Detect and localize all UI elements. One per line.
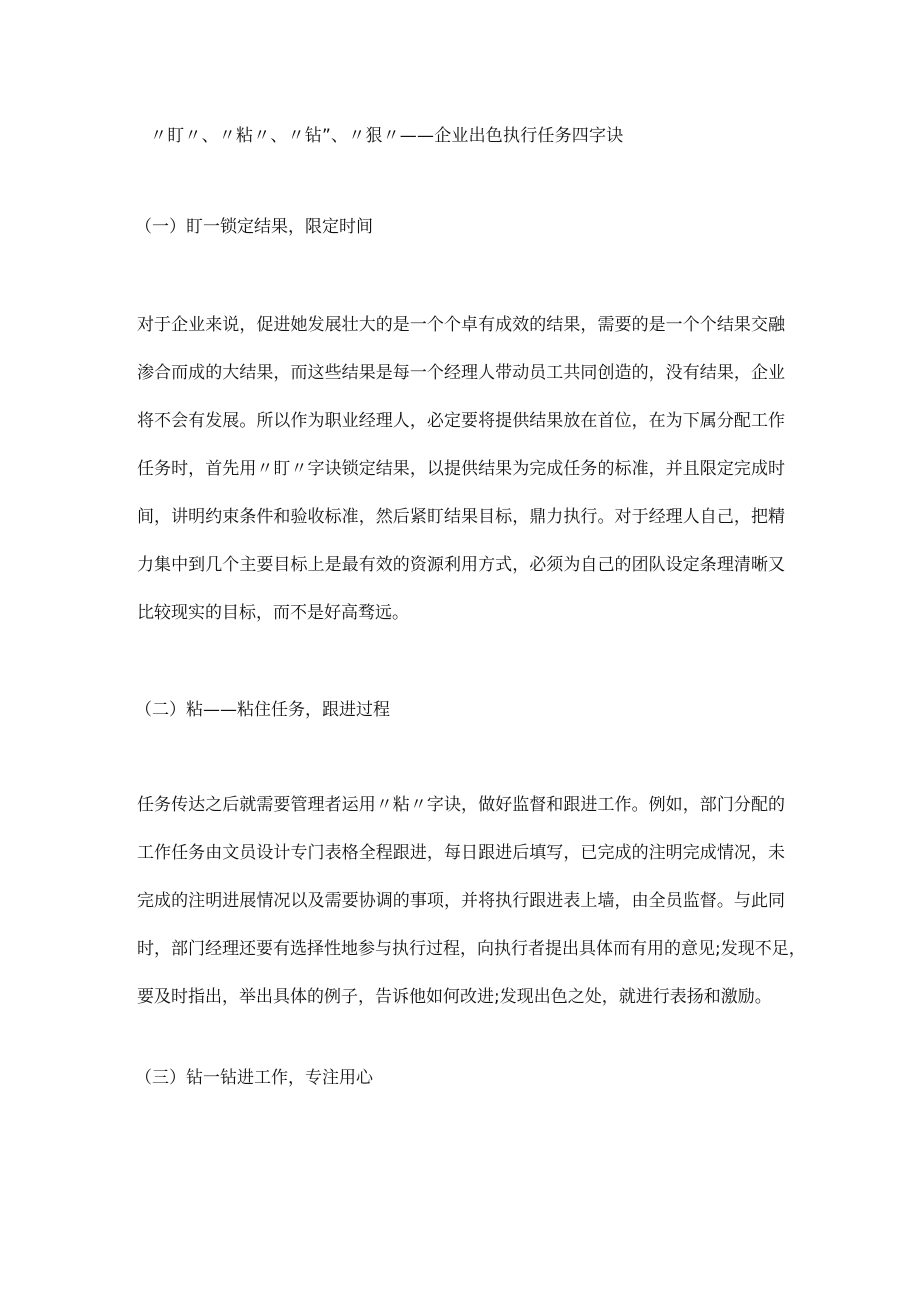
paragraph-line: 间，讲明约束条件和验收标准，然后紧盯结果目标，鼎力执行。对于经理人自己，把精 bbox=[137, 507, 785, 527]
section-heading-3: （三）钻一钻进工作，专注用心 bbox=[135, 1068, 373, 1088]
paragraph-line: 力集中到几个主要目标上是最有效的资源利用方式，必须为自己的团队设定条理清晰又 bbox=[137, 555, 785, 575]
paragraph-line: 任务传达之后就需要管理者运用〃粘〃字诀，做好监督和跟进工作。例如，部门分配的 bbox=[137, 795, 785, 815]
paragraph-line: 渗合而成的大结果，而这些结果是每一个经理人带动员工共同创造的，没有结果，企业 bbox=[137, 363, 785, 383]
section-heading-1: （一）盯一锁定结果，限定时间 bbox=[135, 217, 373, 237]
paragraph-line: 工作任务由文员设计专门表格全程跟进，每日跟进后填写，已完成的注明完成情况，未 bbox=[137, 843, 785, 863]
paragraph-line: 比较现实的目标，而不是好高骛远。 bbox=[137, 603, 409, 623]
document-title: 〃盯〃、〃粘〃、〃钻”、〃狠〃——企业出色执行任务四字诀 bbox=[150, 126, 624, 146]
paragraph-line: 将不会有发展。所以作为职业经理人，必定要将提供结果放在首位，在为下属分配工作 bbox=[137, 411, 785, 431]
section-1-paragraph bbox=[137, 313, 785, 649]
section-heading-2: （二）粘——粘住任务，跟进过程 bbox=[135, 700, 390, 720]
paragraph-line: 时，部门经理还要有选择性地参与执行过程，向执行者提出具体而有用的意见;发现不足， bbox=[137, 939, 806, 959]
paragraph-line: 对于企业来说，促进她发展壮大的是一个个卓有成效的结果，需要的是一个个结果交融 bbox=[137, 315, 785, 335]
paragraph-line: 完成的注明进展情况以及需要协调的事项，并将执行跟进表上墙，由全员监督。与此同 bbox=[137, 891, 785, 911]
paragraph-line: 任务时，首先用〃盯〃字诀锁定结果，以提供结果为完成任务的标准，并且限定完成时 bbox=[137, 459, 785, 479]
paragraph-line: 要及时指出，举出具体的例子，告诉他如何改进;发现出色之处，就进行表扬和激励。 bbox=[137, 987, 772, 1007]
section-2-paragraph bbox=[137, 793, 806, 1033]
